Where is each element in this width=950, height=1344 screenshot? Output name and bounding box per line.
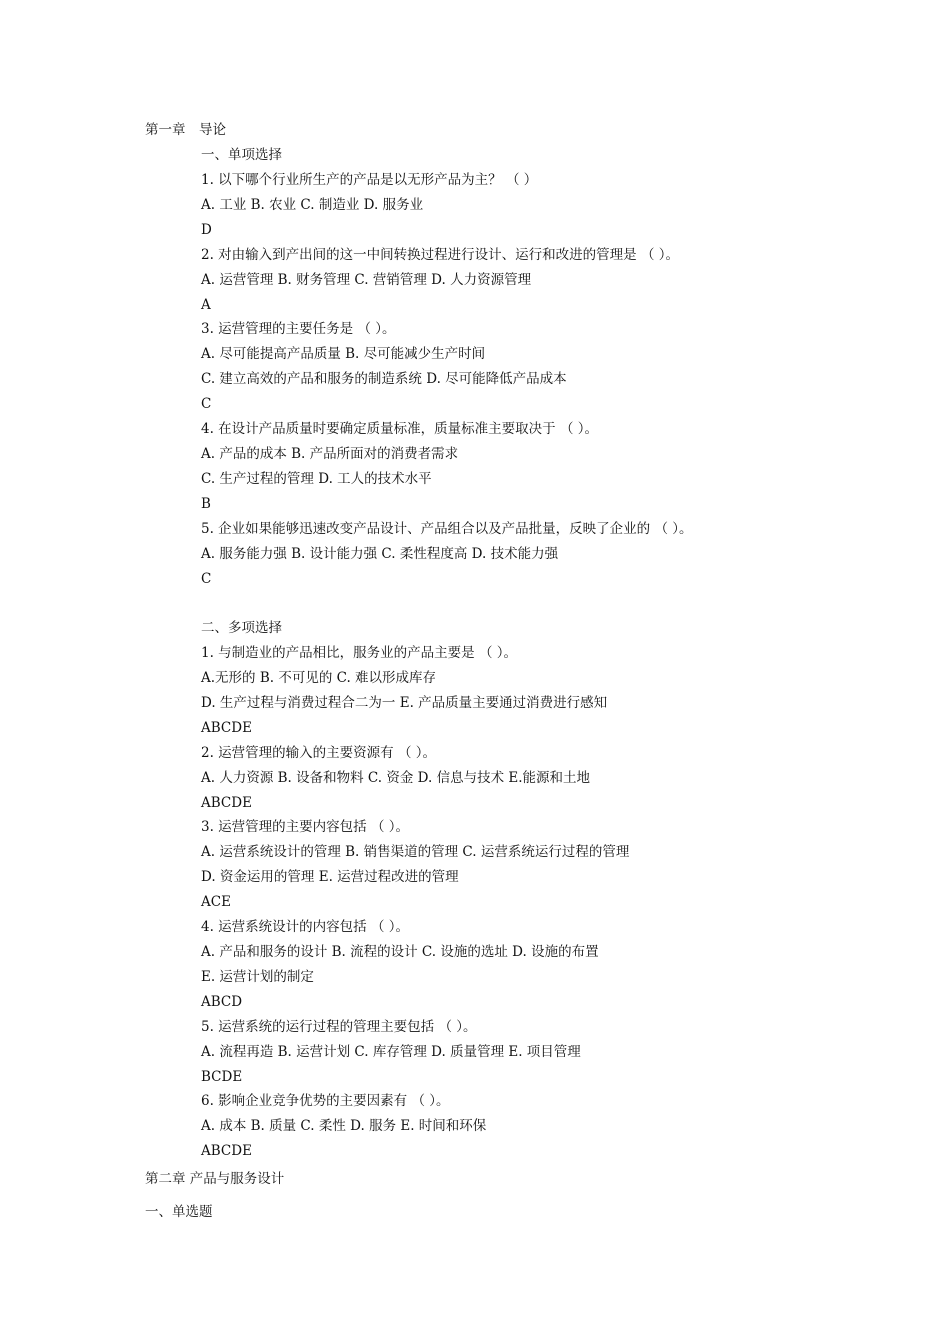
question-options: C. 生产过程的管理 D. 工人的技术水平 [201, 471, 432, 487]
question-options: A. 产品的成本 B. 产品所面对的消费者需求 [201, 446, 459, 462]
question-text: 4. 在设计产品质量时要确定质量标准，质量标准主要取决于 （ ）。 [201, 421, 599, 437]
question-options: A. 工业 B. 农业 C. 制造业 D. 服务业 [201, 197, 424, 213]
question-text: 5. 运营系统的运行过程的管理主要包括 （ ）。 [201, 1019, 477, 1035]
question-answer: A [201, 297, 211, 313]
question-answer: ABCDE [201, 795, 252, 811]
question-options: A. 产品和服务的设计 B. 流程的设计 C. 设施的选址 D. 设施的布置 [201, 944, 599, 960]
question-text: 1. 与制造业的产品相比，服务业的产品主要是 （ ）。 [201, 645, 518, 661]
section-heading-single-choice: 一、单选题 [145, 1204, 213, 1220]
question-options: D. 生产过程与消费过程合二为一 E. 产品质量主要通过消费进行感知 [201, 695, 608, 711]
question-answer: C [201, 396, 212, 412]
question-text: 5. 企业如果能够迅速改变产品设计、产品组合以及产品批量，反映了企业的 （ ）。 [201, 521, 693, 537]
question-options: E. 运营计划的制定 [201, 969, 314, 985]
question-text: 3. 运营管理的主要内容包括 （ ）。 [201, 819, 410, 835]
question-options: A. 运营系统设计的管理 B. 销售渠道的管理 C. 运营系统运行过程的管理 [201, 844, 630, 860]
chapter2-title: 第二章 产品与服务设计 [145, 1171, 285, 1187]
question-answer: D [201, 222, 212, 238]
question-answer: ACE [201, 894, 231, 910]
question-text: 6. 影响企业竞争优势的主要因素有 （ ）。 [201, 1093, 450, 1109]
chapter1-title: 第一章 导论 [145, 122, 226, 138]
question-answer: B [201, 496, 211, 512]
question-text: 1. 以下哪个行业所生产的产品是以无形产品为主？ （ ） [201, 172, 538, 188]
question-options: A.无形的 B. 不可见的 C. 难以形成库存 [201, 670, 437, 686]
question-answer: BCDE [201, 1069, 243, 1085]
question-options: A. 成本 B. 质量 C. 柔性 D. 服务 E. 时间和环保 [201, 1118, 487, 1134]
question-options: A. 流程再造 B. 运营计划 C. 库存管理 D. 质量管理 E. 项目管理 [201, 1044, 581, 1060]
question-options: A. 尽可能提高产品质量 B. 尽可能减少生产时间 [201, 346, 486, 362]
question-answer: ABCDE [201, 720, 252, 736]
question-text: 4. 运营系统设计的内容包括 （ ）。 [201, 919, 410, 935]
question-text: 2. 运营管理的输入的主要资源有 （ ）。 [201, 745, 437, 761]
question-text: 2. 对由输入到产出间的这一中间转换过程进行设计、运行和改进的管理是 （ ）。 [201, 247, 680, 263]
question-answer: ABCD [201, 994, 243, 1010]
question-options: A. 运营管理 B. 财务管理 C. 营销管理 D. 人力资源管理 [201, 272, 532, 288]
question-options: D. 资金运用的管理 E. 运营过程改进的管理 [201, 869, 459, 885]
question-answer: C [201, 571, 212, 587]
question-options: C. 建立高效的产品和服务的制造系统 D. 尽可能降低产品成本 [201, 371, 567, 387]
question-options: A. 人力资源 B. 设备和物料 C. 资金 D. 信息与技术 E.能源和土地 [201, 770, 591, 786]
section-heading-single-choice: 一、单项选择 [201, 147, 282, 163]
question-options: A. 服务能力强 B. 设计能力强 C. 柔性程度高 D. 技术能力强 [201, 546, 559, 562]
question-answer: ABCDE [201, 1143, 252, 1159]
question-text: 3. 运营管理的主要任务是 （ ）。 [201, 321, 396, 337]
section-heading-multiple-choice: 二、多项选择 [201, 620, 282, 636]
